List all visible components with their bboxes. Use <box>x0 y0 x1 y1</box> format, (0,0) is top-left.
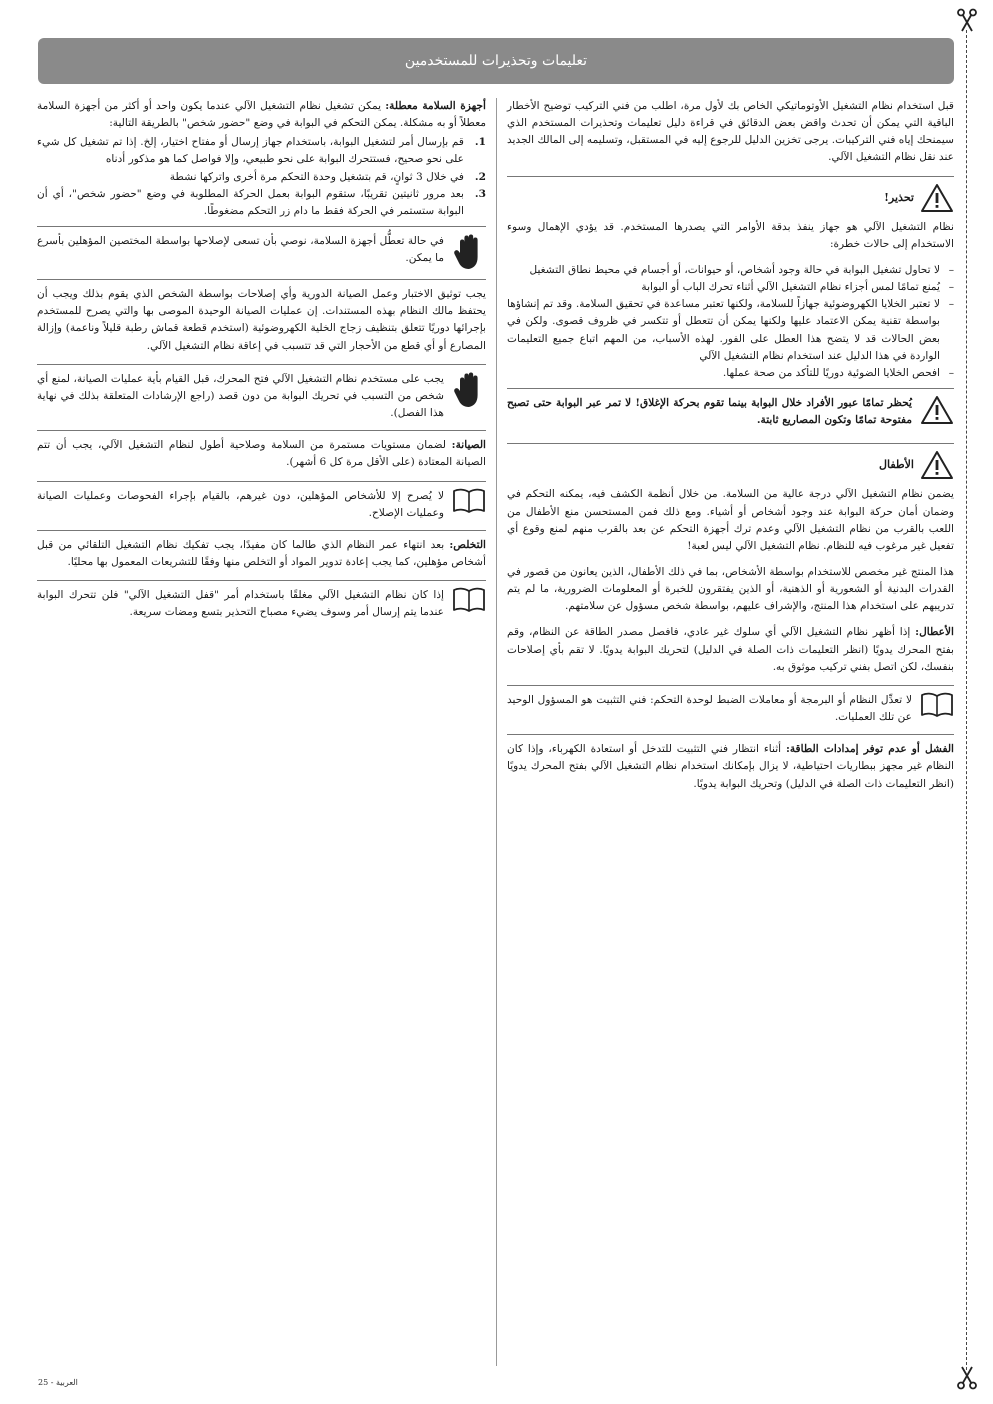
right-column <box>507 98 954 802</box>
scissors-icon <box>955 8 979 32</box>
disposal-text: بعد انتهاء عمر النظام الذي طالما كان مفيدًا، يجب تفكيك نظام التشغيل التلقائي من قبل أشخاص مؤهلين، كما يجب إعادة تدوير المواد أو التخلص منها وفقًا للتشريعات المعمول بها محليًا. <box>37 538 486 568</box>
children-heading <box>507 450 954 480</box>
faults-text: إذا أظهر نظام التشغيل الآلي أي سلوك غير عادي، فافصل مصدر الطاقة عن النظام، وقم بفتح المحرك يدويًا (انظر التعليمات ذات الصلة في الدليل) لتحريك البوابة يدويًا. لا تقم بأي إصلاحات بنفسك، لكن اتصل بفني تركيب موثوق به. <box>507 626 954 673</box>
list-item: – يُمنع تمامًا لمس أجزاء نظام التشغيل الآلي أثناء تحرك الباب أو البوابة <box>507 279 940 296</box>
bold-warning-text: يُحظر تمامًا عبور الأفراد خلال البوابة بينما تقوم بحركة الإغلاق! لا تمر عبر البوابة حتى تصبح مفتوحة تمامًا وتكون المصاريع ثابتة. <box>507 397 912 427</box>
page-number: العربية - 25 <box>38 1378 78 1387</box>
warning-heading <box>507 183 954 213</box>
hand-stop-icon <box>452 233 486 271</box>
page-header <box>38 38 954 84</box>
safety-paragraph <box>37 98 486 132</box>
cut-line <box>966 30 967 1370</box>
children-title: الأطفال <box>879 458 914 472</box>
disposal-paragraph <box>37 537 486 571</box>
section-rule <box>37 530 486 531</box>
warning-triangle-icon <box>920 395 954 425</box>
list-item <box>37 169 486 186</box>
maintenance-label: الصيانة: <box>451 439 486 452</box>
warning-list <box>507 262 954 382</box>
step-number: 3. <box>474 187 486 200</box>
section-rule <box>507 685 954 686</box>
book-icon <box>452 587 486 613</box>
section-rule <box>37 430 486 431</box>
list-item <box>37 186 486 220</box>
test-paragraph: يجب توثيق الاختبار وعمل الصيانة الدورية وأي إصلاحات بواسطة الشخص الذي يقوم بذلك ويجب أن يحتفظ مالك النظام بهذه المستندات. إن عمليات الصيانة الوحيدة الموصى بها والتي يصرح للمستخدم بإجرائها دوريًا تتعلق بتنظيف زجاج الخلية الكهروضوئية (استخدم قطعة قماش رطبة قليلاً وناعمة) وإزالة المصارع أو أي قطع من الأحجار التي قد تتسبب في إعاقة نظام التشغيل الآلي. <box>37 288 486 352</box>
safety-text: يمكن تشغيل نظام التشغيل الآلي عندما يكون واحد أو أكثر من أجهزة السلامة معطلاً أو به مشكلة. يمكن التحكم في البوابة في وضع "حضور شخص" بالطريقة التالية: <box>37 100 486 130</box>
page-title: تعليمات وتحذيرات للمستخدمين <box>404 53 588 69</box>
hand-note-text: في حالة تعطُّل أجهزة السلامة، نوصي بأن تسعى لإصلاحها بواسطة المختصين المؤهلين بأسرع ما يمكن. <box>37 235 444 265</box>
children-text: يضمن نظام التشغيل الآلي درجة عالية من السلامة. من خلال أنظمة الكشف فيه، يمكنه التحكم في وضمان أمان حركة البوابة عند وجود أشخاص أو أشياء. ومع ذلك فمن المستحسن منع الأطفال من اللعب بالقرب من نظام التشغيل الآلي وعدم ترك أجهزة التحكم عن بعد بالقرب منهم لمنع وقوع أي تفعيل غير مرغوب فيه للنظام. نظام التشغيل الآلي ليس لعبة! <box>507 488 954 552</box>
power-text: أثناء انتظار فني التثبيت للتدخل أو استعادة الكهرباء، وإذا كان النظام غير مجهز ببطاريات احتياطية، لا يزال بإمكانك استخدام نظام التشغيل الآلي بفتح المحرك يدويًا (انظر التعليمات ذات الصلة في الدليل) وتحريك البوابة يدويًا. <box>507 743 954 790</box>
step-number: 2. <box>474 170 486 183</box>
warning-title: تحذير! <box>884 190 914 204</box>
list-item: – افحص الخلايا الضوئية دوريًا للتأكد من صحة عملها. <box>507 365 940 382</box>
step-number: 1. <box>474 136 486 149</box>
book-icon <box>920 692 954 718</box>
left-column <box>37 98 486 629</box>
maintenance-text: لضمان مستويات مستمرة من السلامة وصلاحية أطول لنظام التشغيل الآلي، يجب أن تتم الصيانة المعتادة (على الأقل مرة كل 6 أشهر). <box>37 439 486 469</box>
list-item <box>37 134 486 168</box>
hand-note <box>37 233 486 271</box>
section-rule <box>37 580 486 581</box>
book-note <box>37 488 486 522</box>
bold-warning-block <box>507 395 954 429</box>
step-text: بعد مرور ثانيتين تقريبًا، ستقوم البوابة بعمل الحركة المطلوبة في وضع "حضور شخص"، أي أن البوابة ستستمر في الحركة فقط ما دام زر التحكم مضغوطًا. <box>37 187 464 217</box>
safety-label: أجهزة السلامة معطلة: <box>385 100 486 112</box>
list-item: – لا تحاول تشغيل البوابة في حالة وجود أشخاص، أو حيوانات، أو أجسام في محيط نطاق التشغيل <box>507 262 940 279</box>
column-divider <box>496 98 497 1366</box>
section-rule <box>37 279 486 280</box>
section-rule <box>507 443 954 444</box>
hand-stop-icon <box>452 371 486 409</box>
product-text: هذا المنتج غير مخصص للاستخدام بواسطة الأشخاص، بما في ذلك الأطفال، الذين يعانون من قصور في القدرات البدنية أو الشعورية أو الذهنية، أو الذين يفتقرون للخبرة أو المعلومات الضرورية، ما لم يتم تدريبهم على استخدام هذا المنتج، والإشراف عليهم، بواسطة شخص مسؤول عن سلامتهم. <box>507 565 954 613</box>
step-text: قم بإرسال أمر لتشغيل البوابة، باستخدام جهاز إرسال أو مفتاح اختيار، إلخ. إذا تم تشغيل كل شيء على نحو صحيح، فستتحرك البوابة على نحو طبيعي، وإلا فواصل كما هو مذكور أدناه <box>37 136 464 166</box>
hand-note-text: يجب على مستخدم نظام التشغيل الآلي فتح المحرك، قبل القيام بأية عمليات الصيانة، لمنع أي شخص من التسبب في تحريك البوابة من دون قصد (راجع الإرشادات المتعلقة بذلك في نهاية هذا الفصل). <box>37 372 444 420</box>
warning-triangle-icon <box>920 450 954 480</box>
scissors-icon <box>955 1366 979 1390</box>
section-rule <box>507 176 954 177</box>
maintenance-paragraph <box>37 437 486 471</box>
section-rule <box>507 388 954 389</box>
book-note-text: إذا كان نظام التشغيل الآلي مغلقًا باستخدام أمر "قفل التشغيل الآلي" فلن تتحرك البوابة عندما يتم إرسال أمر وسوف يضيء مصباح التحذير بتسع ومضات سريعة. <box>37 589 444 619</box>
steps-list <box>37 134 486 220</box>
warning-triangle-icon <box>920 183 954 213</box>
section-rule <box>37 364 486 365</box>
book-note-text: لا يُصرح إلا للأشخاص المؤهلين، دون غيرهم، بالقيام بإجراء الفحوصات وعمليات الصيانة وعمليات الإصلاح. <box>37 489 444 519</box>
faults-label: الأعطال: <box>915 626 954 639</box>
book-note <box>507 692 954 726</box>
book-note <box>37 587 486 621</box>
intro-paragraph: قبل استخدام نظام التشغيل الأوتوماتيكي الخاص بك لأول مرة، اطلب من فني التركيب توضيح الأخطار الباقية التي يمكن أن تحدث واقض بعض الدقائق في قراءة دليل تعليمات وتحذيرات المستخدم الذي سيمنحك إياه فني التركيبات. يرجى تخزين الدليل للرجوع إليه في المستقبل، وتسليمه إلى المالك الجديد عند نقل نظام التشغيل الآلي. <box>507 100 954 164</box>
book-icon <box>452 488 486 514</box>
section-rule <box>37 226 486 227</box>
book-note-text: لا تعدِّل النظام أو البرمجة أو معاملات الضبط لوحدة التحكم: فني التثبيت هو المسؤول الوحيد عن تلك العمليات. <box>507 693 912 724</box>
hand-note <box>37 371 486 422</box>
faults-paragraph <box>507 624 954 675</box>
step-text: في خلال 3 ثوانٍ، قم بتشغيل وحدة التحكم مرة أخرى واتركها نشطة <box>169 170 464 183</box>
section-rule <box>37 481 486 482</box>
list-item: – لا تعتبر الخلايا الكهروضوئية جهازاً للسلامة، ولكنها تعتبر مساعدة في تحقيق السلامة. وقد تم إنشاؤها بواسطة تقنية يمكن الاعتماد عليها ولكنها يمكن أن تتعطل أو تتكسر في ظروف قصوى. ولكن في بعض الحالات قد لا يتضح هذا العطل على الفور. لهذه الأسباب، من المهم اتباع جميع التعليمات الواردة في هذا الدليل عند استخدام نظام التشغيل الآلي <box>507 296 940 365</box>
power-paragraph <box>507 741 954 792</box>
section-rule <box>507 734 954 735</box>
power-label: الفشل أو عدم توفر إمدادات الطاقة: <box>785 743 955 756</box>
warning-text: نظام التشغيل الآلي هو جهاز ينفذ بدقة الأوامر التي يصدرها المستخدم. قد يؤدي الإهمال وسوء الاستخدام إلى حالات خطرة: <box>507 220 954 250</box>
disposal-label: التخلص: <box>449 538 486 551</box>
